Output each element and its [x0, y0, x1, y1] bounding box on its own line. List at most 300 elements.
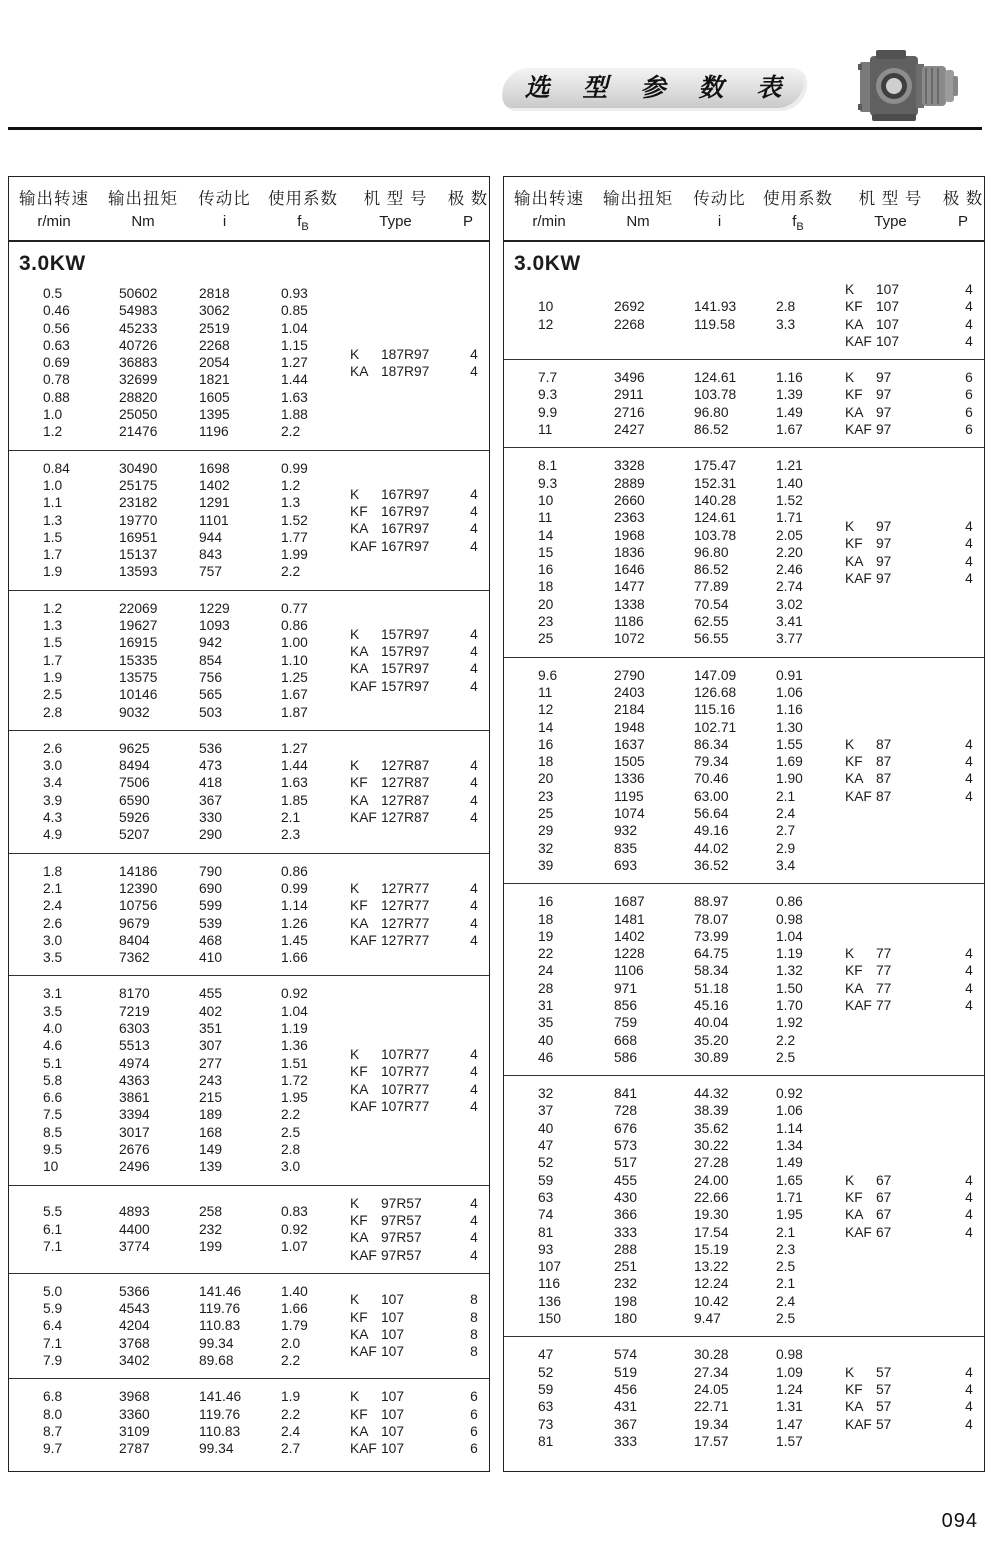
numeric-columns [504, 1085, 839, 1327]
ratio-value: 96.80 [694, 404, 729, 420]
ratio-value: 473 [199, 758, 223, 774]
model-name [839, 553, 948, 570]
torque-value: 6303 [119, 1020, 150, 1036]
speed-value: 2.6 [43, 915, 63, 931]
model-name [344, 346, 453, 363]
ratio-value: 147.09 [694, 667, 737, 683]
numeric-columns [9, 1388, 344, 1457]
type-row [839, 298, 985, 315]
model-prefix: K [350, 346, 360, 362]
service-factor-value: 1.88 [281, 407, 308, 423]
torque-value: 519 [614, 1364, 638, 1380]
model-name [839, 770, 948, 787]
service-factor-value: 1.57 [776, 1433, 803, 1449]
speed-value: 6.6 [43, 1090, 63, 1106]
type-row [839, 997, 985, 1014]
service-factor-value: 1.10 [281, 652, 308, 668]
type-row [344, 626, 490, 643]
ratio-value: 35.20 [694, 1032, 729, 1048]
model-code: 107 [381, 1441, 405, 1457]
model-prefix: K [845, 946, 855, 962]
model-code: 97 [876, 570, 892, 586]
type-row [344, 792, 490, 809]
title-banner [503, 68, 803, 108]
service-factor-value: 2.5 [776, 1259, 796, 1275]
ratio-value: 86.34 [694, 736, 729, 752]
model-prefix: KAF [350, 1441, 377, 1457]
col-header [99, 185, 187, 233]
model-code: 107R77 [381, 1098, 430, 1114]
torque-value: 3968 [119, 1389, 150, 1405]
poles-value: 4 [470, 810, 478, 826]
model-code: 157R97 [381, 661, 430, 677]
service-factor-value: 2.4 [281, 1423, 301, 1439]
speed-value: 32 [538, 1086, 554, 1102]
torque-value: 19627 [119, 618, 158, 634]
model-prefix: KF [845, 299, 863, 315]
service-factor-value: 1.51 [281, 1055, 308, 1071]
service-factor-value: 1.67 [776, 422, 803, 438]
speed-value: 1.1 [43, 495, 63, 511]
torque-value: 366 [614, 1207, 638, 1223]
service-factor-value: 1.67 [281, 687, 308, 703]
poles-value: 4 [965, 1189, 973, 1205]
torque-value: 1646 [614, 562, 645, 578]
model-code: 87 [876, 788, 892, 804]
service-factor-subscript: B [301, 221, 309, 233]
type-row [839, 1206, 985, 1223]
speed-value: 9.3 [538, 475, 558, 491]
model-code: 67 [876, 1189, 892, 1205]
service-factor-column [757, 369, 839, 438]
model-prefix: K [845, 370, 855, 386]
group-body [9, 740, 489, 844]
speed-value: 5.8 [43, 1072, 63, 1088]
speed-value: 10 [43, 1159, 59, 1175]
model-name [839, 1398, 948, 1415]
service-factor-value: 1.39 [776, 387, 803, 403]
torque-value: 36883 [119, 355, 158, 371]
ratio-value: 103.78 [694, 387, 737, 403]
ratio-column [187, 863, 262, 967]
col-header [9, 185, 99, 233]
speed-value: 7.1 [43, 1238, 63, 1254]
group-body [9, 285, 489, 441]
service-factor-column [757, 457, 839, 647]
service-factor-value: 0.99 [281, 880, 308, 896]
ratio-value: 402 [199, 1003, 223, 1019]
ratio-value: 141.46 [199, 1389, 242, 1405]
poles-value: 4 [470, 1046, 478, 1062]
ratio-value: 539 [199, 915, 223, 931]
numeric-columns [9, 863, 344, 967]
speed-value: 47 [538, 1138, 554, 1154]
speed-value: 4.3 [43, 810, 63, 826]
service-factor-value: 1.06 [776, 1103, 803, 1119]
speed-value: 10 [538, 299, 554, 315]
torque-column [99, 600, 187, 721]
service-factor-value: 1.36 [281, 1038, 308, 1054]
model-prefix: KA [350, 1327, 369, 1343]
service-factor-value: 2.3 [281, 827, 301, 843]
col-label-cn: 使用系数 [763, 190, 833, 208]
speed-value: 37 [538, 1103, 554, 1119]
power-section-label: 3.0KW [19, 252, 86, 275]
col-header [839, 185, 942, 233]
ratio-value: 756 [199, 669, 223, 685]
ratio-value: 13.22 [694, 1259, 729, 1275]
model-name [344, 520, 453, 537]
speed-column [504, 893, 594, 1066]
speed-value: 3.1 [43, 986, 63, 1002]
service-factor-value: 1.87 [281, 704, 308, 720]
model-code: 107 [381, 1406, 405, 1422]
service-factor-column [757, 298, 839, 333]
model-code: 107 [381, 1423, 405, 1439]
poles-value: 4 [965, 980, 973, 996]
type-list [839, 1172, 985, 1241]
service-factor-value: 1.66 [281, 1301, 308, 1317]
poles-value: 4 [965, 736, 973, 752]
poles-value: 4 [470, 503, 478, 519]
ratio-value: 1229 [199, 600, 230, 616]
ratio-value: 175.47 [694, 458, 737, 474]
poles-value: 6 [965, 422, 973, 438]
model-code: 167R97 [381, 486, 430, 502]
speed-column [9, 740, 99, 844]
service-factor-value: 3.3 [776, 316, 796, 332]
speed-value: 28 [538, 980, 554, 996]
poles-value: 8 [470, 1309, 478, 1325]
torque-value: 13593 [119, 564, 158, 580]
model-prefix: KA [350, 792, 369, 808]
poles-value: 4 [965, 1381, 973, 1397]
service-factor-column [757, 1085, 839, 1327]
service-factor-value: 1.55 [776, 736, 803, 752]
torque-value: 841 [614, 1086, 638, 1102]
poles-value: 4 [470, 643, 478, 659]
torque-value: 50602 [119, 286, 158, 301]
service-factor-value: 1.49 [776, 404, 803, 420]
model-name [344, 1046, 453, 1063]
model-prefix: KF [845, 963, 863, 979]
ratio-group [9, 730, 489, 853]
model-name [344, 1063, 453, 1080]
model-code: 127R87 [381, 810, 430, 826]
ratio-value: 24.00 [694, 1172, 729, 1188]
poles-value: 4 [965, 570, 973, 586]
speed-value: 81 [538, 1224, 554, 1240]
col-unit: P [462, 213, 473, 230]
ratio-value: 36.52 [694, 857, 729, 873]
speed-value: 19 [538, 928, 554, 944]
service-factor-value: 2.05 [776, 527, 803, 543]
service-factor-value: 1.71 [776, 510, 803, 526]
torque-value: 728 [614, 1103, 638, 1119]
type-list [344, 346, 490, 381]
model-prefix: KAF [845, 570, 872, 586]
torque-value: 1336 [614, 771, 645, 787]
ratio-value: 330 [199, 810, 223, 826]
speed-value: 16 [538, 736, 554, 752]
ratio-column [187, 1283, 262, 1369]
speed-column [504, 369, 594, 438]
ratio-column [187, 1388, 262, 1457]
model-code: 97 [876, 404, 892, 420]
model-prefix: KAF [350, 678, 377, 694]
poles-value: 4 [470, 1247, 478, 1263]
torque-value: 676 [614, 1120, 638, 1136]
type-list [839, 518, 985, 587]
ratio-value: 215 [199, 1090, 223, 1106]
torque-value: 4974 [119, 1055, 150, 1071]
model-name [839, 736, 948, 753]
speed-value: 20 [538, 596, 554, 612]
torque-value: 2790 [614, 667, 645, 683]
type-row [344, 643, 490, 660]
service-factor-column [757, 667, 839, 875]
ratio-value: 139 [199, 1159, 223, 1175]
service-factor-value: 1.3 [281, 495, 301, 511]
torque-value: 16951 [119, 529, 158, 545]
model-code: 87 [876, 771, 892, 787]
torque-value: 932 [614, 823, 638, 839]
model-code: 97 [876, 536, 892, 552]
torque-value: 10146 [119, 687, 158, 703]
model-name [344, 660, 453, 677]
torque-value: 1402 [614, 928, 645, 944]
model-code: 57 [876, 1416, 892, 1432]
model-prefix: KAF [845, 788, 872, 804]
model-name [344, 1195, 453, 1212]
group-body [504, 281, 984, 350]
col-header [594, 185, 682, 233]
speed-value: 18 [538, 911, 554, 927]
ratio-value: 2054 [199, 355, 230, 371]
service-factor-value: 1.52 [776, 492, 803, 508]
speed-value: 0.78 [43, 372, 70, 388]
model-prefix: KAF [350, 1344, 377, 1360]
service-factor-value: 1.70 [776, 997, 803, 1013]
service-factor-value: 2.5 [776, 1311, 796, 1327]
model-name [344, 1406, 453, 1423]
torque-value: 23182 [119, 495, 158, 511]
model-name [344, 643, 453, 660]
poles-value: 6 [470, 1423, 478, 1439]
torque-column [594, 667, 682, 875]
speed-value: 0.88 [43, 389, 70, 405]
speed-value: 11 [538, 510, 553, 526]
service-factor-value: 1.90 [776, 771, 803, 787]
model-code: 127R77 [381, 915, 430, 931]
type-row [839, 1364, 985, 1381]
model-code: 127R87 [381, 758, 430, 774]
col-header [447, 185, 489, 233]
ratio-value: 17.54 [694, 1224, 729, 1240]
type-row [839, 421, 985, 438]
ratio-value: 1196 [199, 424, 229, 440]
service-factor-value: 0.98 [776, 911, 803, 927]
torque-column [99, 863, 187, 967]
model-code: 97 [876, 387, 892, 403]
poles-value: 4 [965, 754, 973, 770]
torque-value: 10756 [119, 898, 158, 914]
model-name [839, 1206, 948, 1223]
torque-value: 3402 [119, 1353, 150, 1369]
torque-value: 9679 [119, 915, 150, 931]
ratio-value: 56.55 [694, 631, 729, 647]
model-name [344, 1440, 453, 1457]
model-code: 77 [876, 980, 892, 996]
type-row [344, 1212, 490, 1229]
speed-value: 5.9 [43, 1301, 63, 1317]
type-row [839, 535, 985, 552]
torque-value: 2496 [119, 1159, 150, 1175]
speed-column [504, 667, 594, 875]
service-factor-value: 1.79 [281, 1318, 308, 1334]
speed-column [9, 1203, 99, 1255]
speed-value: 25 [538, 806, 554, 822]
speed-value: 16 [538, 562, 554, 578]
ratio-value: 1093 [199, 618, 230, 634]
group-body [504, 667, 984, 875]
speed-value: 1.2 [43, 600, 63, 616]
model-name [344, 538, 453, 555]
torque-value: 455 [614, 1172, 638, 1188]
speed-value: 7.9 [43, 1353, 63, 1369]
speed-value: 8.0 [43, 1406, 63, 1422]
torque-value: 3861 [119, 1090, 150, 1106]
type-row [839, 1381, 985, 1398]
numeric-columns [9, 285, 344, 441]
model-prefix: KF [845, 1189, 863, 1205]
type-list [839, 945, 985, 1014]
torque-value: 3496 [614, 370, 645, 386]
col-unit: Type [874, 213, 907, 230]
service-factor-value: 1.85 [281, 792, 308, 808]
service-factor-value: 2.2 [776, 1032, 796, 1048]
ratio-value: 124.61 [694, 510, 737, 526]
ratio-value: 19.30 [694, 1207, 729, 1223]
col-label-cn: 极 数 [447, 190, 489, 208]
poles-value: 4 [470, 898, 478, 914]
ratio-value: 19.34 [694, 1416, 729, 1432]
model-prefix: K [350, 1046, 360, 1062]
torque-value: 232 [614, 1276, 638, 1292]
torque-value: 5207 [119, 827, 150, 843]
col-unit: Nm [626, 213, 650, 230]
service-factor-value: 1.04 [776, 928, 803, 944]
poles-value: 4 [470, 486, 478, 502]
service-factor-value: 1.45 [281, 932, 308, 948]
speed-value: 18 [538, 754, 554, 770]
model-name [344, 1309, 453, 1326]
torque-value: 1948 [614, 719, 645, 735]
ratio-column [187, 740, 262, 844]
col-label-cn: 传动比 [693, 190, 746, 208]
ratio-value: 843 [199, 547, 223, 563]
speed-value: 11 [538, 422, 553, 438]
col-header [262, 185, 344, 233]
torque-column [594, 1346, 682, 1450]
col-label-cn: 输出扭矩 [108, 190, 178, 208]
type-row [839, 570, 985, 587]
ratio-value: 1698 [199, 460, 230, 476]
ratio-column [682, 457, 757, 647]
type-row [344, 915, 490, 932]
model-prefix: KF [350, 775, 368, 791]
poles-value: 6 [470, 1441, 478, 1457]
service-factor-value: 2.1 [281, 810, 301, 826]
torque-value: 517 [614, 1155, 638, 1171]
service-factor-value: 1.09 [776, 1364, 803, 1380]
service-factor-value: 1.44 [281, 758, 308, 774]
page-number: 094 [941, 1510, 978, 1532]
model-prefix: KAF [845, 1224, 872, 1240]
speed-column [9, 600, 99, 721]
service-factor-value: 1.06 [776, 684, 803, 700]
service-factor-value: 2.2 [281, 564, 301, 580]
speed-value: 8.7 [43, 1423, 63, 1439]
poles-value: 6 [965, 404, 973, 420]
type-row [839, 1416, 985, 1433]
model-prefix: KA [350, 643, 369, 659]
torque-value: 1481 [614, 911, 645, 927]
speed-value: 59 [538, 1381, 554, 1397]
ratio-value: 757 [199, 564, 223, 580]
ratio-value: 1395 [199, 407, 230, 423]
ratio-value: 44.02 [694, 840, 729, 856]
model-name [344, 915, 453, 932]
speed-value: 1.2 [43, 424, 63, 440]
ratio-value: 110.83 [199, 1318, 241, 1334]
speed-value: 3.5 [43, 1003, 63, 1019]
torque-value: 54983 [119, 303, 158, 319]
speed-value: 73 [538, 1416, 554, 1432]
torque-value: 4400 [119, 1221, 150, 1237]
numeric-columns [9, 600, 344, 721]
ratio-value: 9.47 [694, 1311, 721, 1327]
model-code: 67 [876, 1224, 892, 1240]
model-code: 167R97 [381, 521, 430, 537]
model-name [839, 1416, 948, 1433]
model-prefix: KA [845, 1399, 864, 1415]
model-prefix: KAF [845, 1416, 872, 1432]
speed-value: 25 [538, 631, 554, 647]
speed-value: 107 [538, 1259, 562, 1275]
speed-value: 3.0 [43, 932, 63, 948]
service-factor-value: 1.44 [281, 372, 308, 388]
model-name [344, 486, 453, 503]
ratio-group [9, 1378, 489, 1466]
model-prefix: KAF [350, 810, 377, 826]
service-factor-value: 1.72 [281, 1072, 308, 1088]
model-prefix: KF [845, 536, 863, 552]
model-code: 107 [381, 1309, 405, 1325]
ratio-value: 45.16 [694, 997, 729, 1013]
service-factor-value: 1.71 [776, 1189, 803, 1205]
type-row [344, 1081, 490, 1098]
service-factor-column [757, 1346, 839, 1450]
torque-column [594, 369, 682, 438]
torque-value: 4893 [119, 1204, 150, 1220]
service-factor-value: 1.26 [281, 915, 308, 931]
service-factor-value: 1.40 [281, 1283, 308, 1299]
service-factor-value: 1.77 [281, 529, 308, 545]
type-row [344, 1440, 490, 1457]
model-name [839, 298, 948, 315]
speed-value: 2.8 [43, 704, 63, 720]
